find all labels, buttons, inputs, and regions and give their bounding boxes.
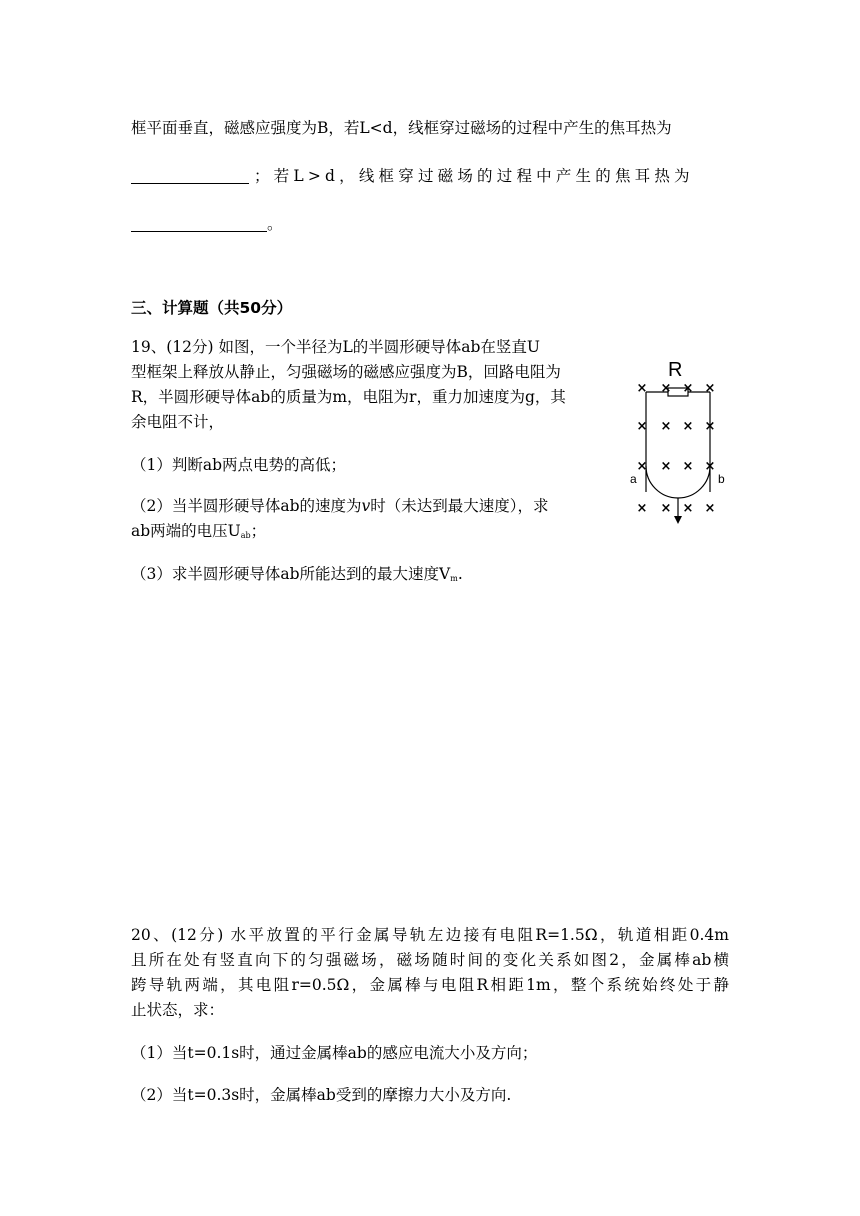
field-x-icon: ×: [636, 459, 648, 474]
field-x-icon: ×: [704, 381, 716, 396]
q20-line-3: 跨导轨两端，其电阻r=0.5Ω，金属棒与电阻R相距1m，整个系统始终处于静: [131, 976, 729, 994]
q18-line-1: 框平面垂直，磁感应强度为B，若L<d，线框穿过磁场的过程中产生的焦耳热为: [131, 119, 672, 137]
field-x-icon: ×: [682, 501, 694, 516]
field-x-icon: ×: [704, 419, 716, 434]
field-x-icon: ×: [704, 459, 716, 474]
q19-item-1: （1）判断ab两点电势的高低；: [131, 456, 347, 474]
label-b: b: [718, 472, 725, 486]
q19-item-2-line-2-post: ；: [250, 522, 267, 540]
q18-line-3: [131, 212, 283, 234]
velocity-var: v: [361, 497, 371, 515]
label-R: R: [668, 359, 683, 381]
q20-item-1: （1）当t=0.1s时，通过金属棒ab的感应电流大小及方向；: [131, 1044, 538, 1062]
q18-line-2: [131, 164, 694, 186]
q19-line-1: 19、(12分) 如图，一个半径为L的半圆形硬导体ab在竖直U: [131, 338, 540, 356]
q20-line-1: 20、(12分) 水平放置的平行金属导轨左边接有电阻R=1.5Ω，轨道相距0.4m: [131, 926, 729, 944]
q19-item-2-line-2: [131, 519, 266, 541]
label-a: a: [630, 472, 637, 486]
field-x-icon: ×: [682, 459, 694, 474]
field-x-icon: ×: [682, 419, 694, 434]
q19-line-3: R，半圆形硬导体ab的质量为m，电阻为r，重力加速度为g，其: [131, 388, 566, 406]
q19-item-3: [131, 562, 463, 584]
answer-blank-1[interactable]: [131, 168, 249, 185]
q19-item-3-pre: （3）求半圆形硬导体ab所能达到的最大速度V: [131, 565, 451, 583]
q19-item-3-post: .: [457, 565, 463, 583]
field-x-icon: ×: [682, 381, 694, 396]
vm-subscript: m: [450, 574, 458, 583]
q19-item-2-post: 时（未达到最大速度），求: [370, 497, 549, 515]
field-x-icon: ×: [636, 501, 648, 516]
field-x-icon: ×: [660, 381, 672, 396]
field-x-icon: ×: [636, 419, 648, 434]
field-x-icon: ×: [660, 459, 672, 474]
field-marks: [637, 381, 716, 516]
q19-line-2: 型框架上释放从静止，匀强磁场的磁感应强度为B，回路电阻为: [131, 363, 561, 381]
q19-line-4: 余电阻不计，: [131, 413, 225, 431]
uab-subscript: ab: [240, 531, 251, 540]
q20-line-2: 且所在处有竖直向下的匀强磁场，磁场随时间的变化关系如图2，金属棒ab横: [131, 951, 729, 969]
q20-line-4: 止状态，求：: [131, 1001, 225, 1019]
circuit-figure: [624, 352, 736, 532]
semicircle-conductor: [646, 466, 710, 498]
q19-item-2: [131, 494, 549, 516]
q20-item-2: （2）当t=0.3s时，金属棒ab受到的摩擦力大小及方向.: [131, 1086, 512, 1104]
arrow-head-icon: [674, 516, 682, 524]
q19-item-2-pre: （2）当半圆形硬导体ab的速度为: [131, 497, 362, 515]
q18-line-3-end: 。: [267, 215, 283, 233]
field-x-icon: ×: [660, 501, 672, 516]
field-x-icon: ×: [660, 419, 672, 434]
q19-item-2-line-2-pre: ab两端的电压U: [131, 522, 241, 540]
section-heading: 三、计算题（共50分）: [131, 299, 293, 317]
field-x-icon: ×: [704, 501, 716, 516]
field-x-icon: ×: [636, 381, 648, 396]
answer-blank-2[interactable]: [131, 216, 267, 233]
q18-line-2-text: ；若L>d，线框穿过磁场的过程中产生的焦耳热为: [253, 167, 694, 185]
